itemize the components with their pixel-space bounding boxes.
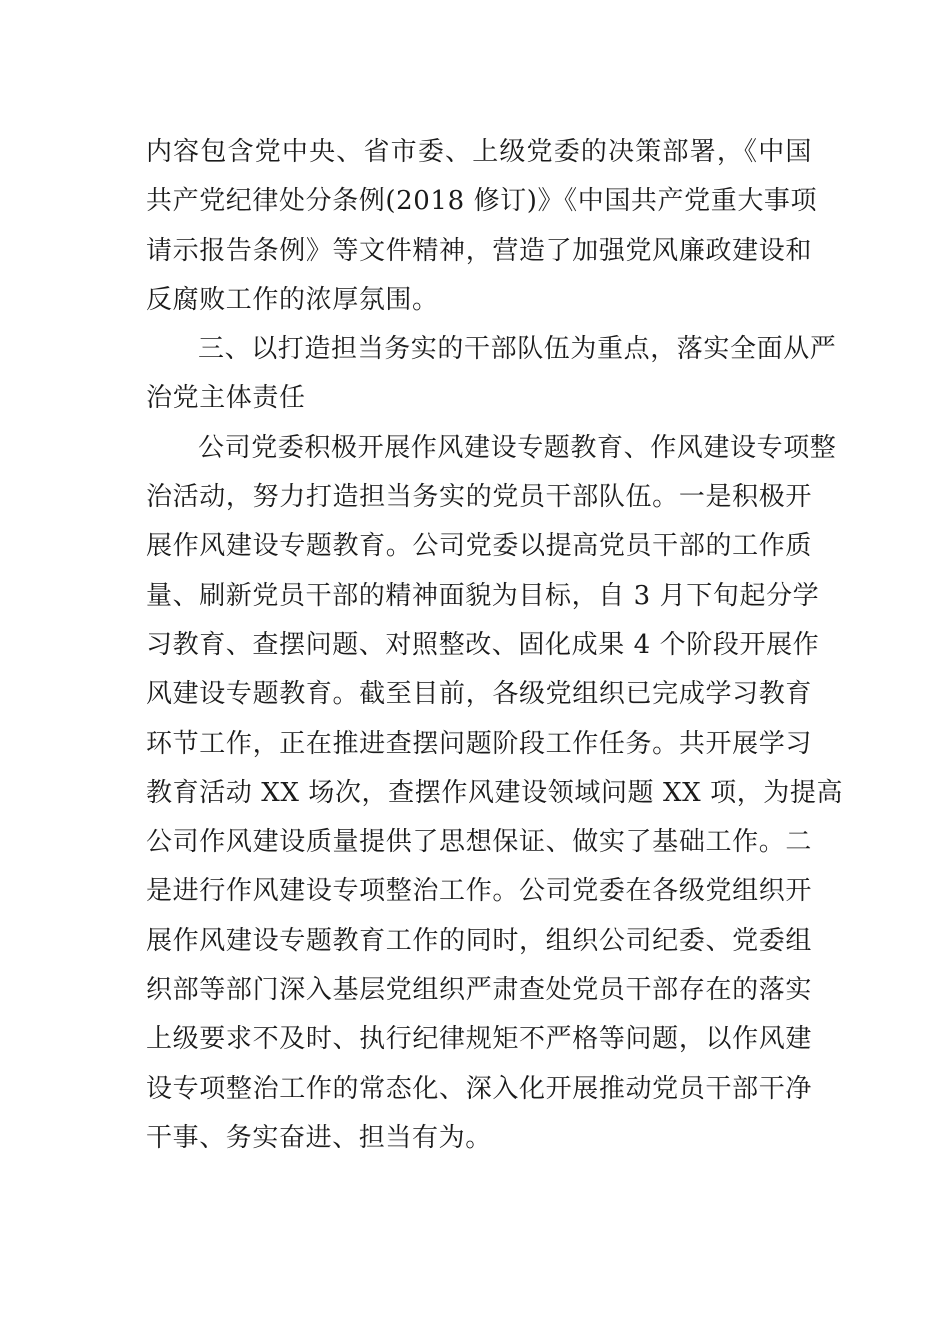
text-line: 织部等部门深入基层党组织严肃查处党员干部存在的落实 [146,975,812,1006]
text-line: 公司作风建设质量提供了思想保证、做实了基础工作。二 [146,827,812,858]
text-line: 治活动，努力打造担当务实的党员干部队伍。一是积极开 [146,482,812,513]
text-line: 展作风建设专题教育。公司党委以提高党员干部的工作质 [146,531,812,562]
section-heading-three [146,325,837,424]
text-line: 设专项整治工作的常态化、深入化开展推动党员干部干净 [146,1073,812,1104]
text-line: 习教育、查摆问题、对照整改、固化成果 4 个阶段开展作 [146,629,820,660]
paragraph-decision-deployment [146,128,818,325]
document-body [146,128,844,1163]
text-line: 环节工作，正在推进查摆问题阶段工作任务。共开展学习 [146,728,812,759]
text-line: 反腐败工作的浓厚氛围。 [146,284,439,315]
text-line: 干事、务实奋进、担当有为。 [146,1122,492,1153]
text-line: 请示报告条例》等文件精神，营造了加强党风廉政建设和 [146,235,812,266]
text-line: 量、刷新党员干部的精神面貌为目标，自 3 月下旬起分学 [146,580,820,611]
paragraph-work-style-education [146,424,844,1163]
text-line: 内容包含党中央、省市委、上级党委的决策部署，《中国 [146,137,812,167]
text-line: 公司党委积极开展作风建设专题教育、作风建设专项整 [198,432,837,463]
text-line: 三、以打造担当务实的干部队伍为重点，落实全面从严 [198,334,837,365]
text-line: 共产党纪律处分条例(2018 修订)》《中国共产党重大事项 [146,186,818,217]
text-line: 是进行作风建设专项整治工作。公司党委在各级党组织开 [146,876,812,907]
text-line: 展作风建设专题教育工作的同时，组织公司纪委、党委组 [146,925,812,956]
text-line: 治党主体责任 [146,383,306,414]
text-line: 上级要求不及时、执行纪律规矩不严格等问题，以作风建 [146,1024,812,1055]
text-line: 教育活动 XX 场次，查摆作风建设领域问题 XX 项，为提高 [146,777,844,808]
text-line: 风建设专题教育。截至目前，各级党组织已完成学习教育 [146,679,812,710]
